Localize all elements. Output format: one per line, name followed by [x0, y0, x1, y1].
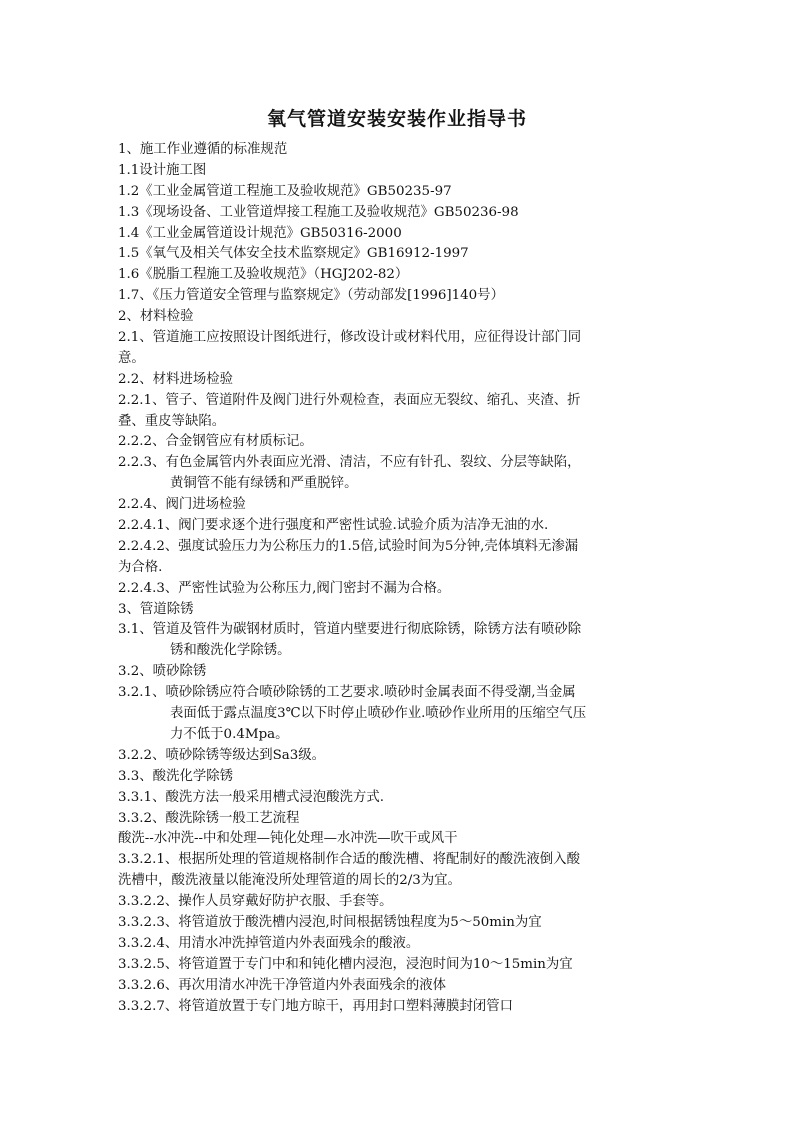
text-line: 表面低于露点温度3℃以下时停止喷砂作业.喷砂作业所用的压缩空气压	[170, 706, 587, 722]
text-line: 酸洗--水冲洗--中和处理—钝化处理—水冲洗—吹干或风干	[118, 831, 458, 847]
text-line: 2.2.4、阀门进场检验	[118, 497, 246, 513]
document-title: 氧气管道安装安装作业指导书	[266, 108, 527, 130]
text-line: 3.3.2.2、操作人员穿戴好防护衣服、手套等。	[118, 894, 393, 910]
text-line: 洗槽中，酸洗液量以能淹没所处理管道的周长的2/3为宜。	[118, 873, 461, 889]
text-line: 2、材料检验	[118, 309, 194, 325]
text-line: 3.2、喷砂除锈	[118, 664, 207, 680]
text-line: 1.4《工业金属管道设计规范》GB50316-2000	[118, 225, 402, 241]
text-line: 1、施工作业遵循的标准规范	[118, 142, 288, 157]
text-line: 1.3《现场设备、工业管道焊接工程施工及验收规范》GB50236-98	[118, 204, 519, 220]
text-line: 黄铜管不能有绿锈和严重脱锌。	[170, 476, 358, 492]
text-line: 2.2.4.3、严密性试验为公称压力,阀门密封不漏为合格。	[118, 580, 451, 596]
text-line: 2.2.1、管子、管道附件及阀门进行外观检查，表面应无裂纹、缩孔、夹渣、折	[118, 392, 581, 408]
text-line: 为合格.	[118, 559, 163, 575]
text-line: 2.2.4.1、阀门要求逐个进行强度和严密性试验.试验介质为洁净无油的水.	[118, 518, 549, 534]
text-line: 2.2、材料进场检验	[118, 371, 234, 387]
text-line: 1.6《脱脂工程施工及验收规范》（HGJ202-82）	[118, 267, 409, 283]
text-line: 3.1、管道及管件为碳钢材质时，管道内壁要进行彻底除锈，除锈方法有喷砂除	[118, 622, 582, 638]
text-line: 力不低于0.4Mpa。	[170, 726, 289, 742]
text-line: 2.1、管道施工应按照设计图纸进行，修改设计或材料代用，应征得设计部门同	[118, 330, 582, 346]
text-line: 2.2.4.2、强度试验压力为公称压力的1.5倍,试验时间为5分钟,壳体填料无渗漏	[118, 538, 579, 554]
text-line: 3.3.2.7、将管道放置于专门地方晾干，再用封口塑料薄膜封闭管口	[118, 998, 514, 1014]
text-line: 锈和酸洗化学除锈。	[170, 643, 291, 659]
text-line: 1.7、《压力管道安全管理与监察规定》（劳动部发[1996]140号）	[118, 288, 504, 304]
text-line: 2.2.3、有色金属管内外表面应光滑、清洁，不应有针孔、裂纹、分层等缺陷，	[118, 455, 581, 471]
text-line: 3.2.2、喷砂除锈等级达到Sa3级。	[118, 747, 326, 763]
text-line: 1.2《工业金属管道工程施工及验收规范》GB50235-97	[118, 183, 452, 199]
text-line: 叠、重皮等缺陷。	[118, 413, 226, 429]
document-body	[118, 140, 680, 1017]
text-line: 3.3、酸洗化学除锈	[118, 768, 234, 784]
text-line: 意。	[118, 350, 145, 366]
text-line: 3.3.1、酸洗方法一般采用槽式浸泡酸洗方式.	[118, 789, 384, 805]
text-line: 1.5《氧气及相关气体安全技术监察规定》GB16912-1997	[118, 246, 469, 262]
text-line: 3.2.1、喷砂除锈应符合喷砂除锈的工艺要求.喷砂时金属表面不得受潮,当金属	[118, 685, 576, 701]
text-line: 1.1设计施工图	[118, 162, 207, 178]
text-line: 3.3.2.3、将管道放于酸洗槽内浸泡,时间根据锈蚀程度为5～50min为宜	[118, 914, 542, 930]
text-line: 3、管道除锈	[118, 601, 194, 617]
text-line: 3.3.2、酸洗除锈一般工艺流程	[118, 810, 300, 826]
text-line: 3.3.2.4、用清水冲洗掉管道内外表面残余的酸液。	[118, 935, 420, 951]
text-line: 2.2.2、合金钢管应有材质标记。	[118, 434, 313, 450]
text-line: 3.3.2.5、将管道置于专门中和和钝化槽内浸泡，浸泡时间为10～15min为宜	[118, 956, 573, 972]
text-line: 3.3.2.1、根据所处理的管道规格制作合适的酸洗槽、将配制好的酸洗液倒入酸	[118, 852, 580, 868]
text-line: 3.3.2.6、再次用清水冲洗干净管道内外表面残余的液体	[118, 977, 447, 993]
